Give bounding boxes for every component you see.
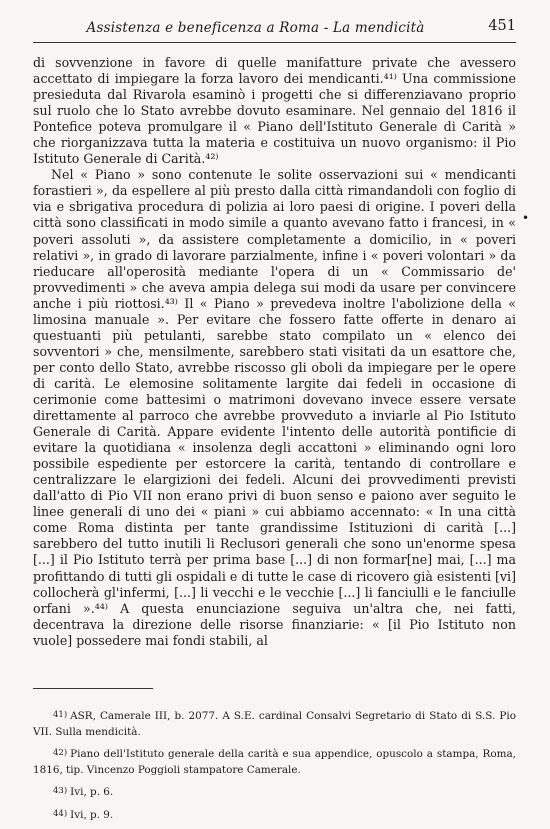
footnote-mark: 43) xyxy=(53,786,68,796)
running-head: Assistenza e beneficenza a Roma - La mendicità xyxy=(86,20,425,36)
footnote-text: Piano dell'Istituto generale della carità e sua appendice, opuscolo a stampa, Roma, 1816, tip. Vincenzo Poggioli stampatore Camerale. xyxy=(33,748,516,776)
paragraph: Nel « Piano » sono contenute le solite osservazioni sui « mendicanti forastieri », da espellere al più presto dalla città rimandandoli con foglio di via e sbrigativa procedura di polizia ai loro paesi di origine. I poveri della città sono classificati in modo simile a quanto avevano fatto i francesi, in « poveri assoluti », da assistere completamente a domicilio, in « poveri relativi », in grado di lavorare parzialmente, infine i « poveri volontari » da rieducare all'operosità mediante l'opera di un « Commissario de' provvedimenti » che aveva ampia delega sui modi da usare per convincere anche i più riottosi.⁴³⁾ Il « Piano » prevedeva inoltre l'abolizione della « limosina manuale ». Per evitare che fossero fatte offerte in denaro ai questuanti più petulanti, sarebbe stato compilato un « elenco dei sovventori » che, mensilmente, sarebbero stati visitati da un esattore che, per conto dello Stato, avrebbe riscosso gli oboli da impiegare per le opere di carità. Le elemosine solitamente largite dai fedeli in occasione di cerimonie come battesimi o matrimoni dovevano invece essere versate direttamente al parroco che avrebbe provveduto a inviarle al Pio Istituto Generale di Carità. Appare evidente l'intento delle autorità pontificie di evitare la quotidiana « insolenza degli accattoni » eliminando ogni loro possibile espediente per estorcere la carità, tentando di controllare e centralizzare le elargizioni dei fedeli. Alcuni dei provvedimenti previsti dall'atto di Pio VII non erano privi di buon senso e paiono aver seguito le linee generali di uno dei « piani » cui abbiamo accennato: « In una città come Roma distinta per tante grandissime Istituzioni di carità [...] sarebbero del tutto inutili li Reclusori generali che sono un'enorme spesa [...] il Pio Istituto terrà per prima base [...] di non formar[ne] mai, [...] ma profittando di tutti gli ospidali e di tutte le case di ricovero già esistenti [vi] collocherà gl'infermi, [...] li vecchi e le vecchie [...] li fanciulli e le fanciulle orfani ».⁴⁴⁾ A questa enunciazione seguiva un'altra che, nei fatti, decentrava la direzione delle risorse finanziarie: « [il Pio Istituto non vuole] possedere mai fondi stabili, al xyxy=(33,167,516,648)
page-number: 451 xyxy=(488,18,516,34)
paragraph: di sovvenzione in favore di quelle manifatture private che avessero accettato di impiegare la forza lavoro dei mendicanti.⁴¹⁾ Una commissione presieduta dal Rivarola esaminò i progetti che si differenziavano proprio sul ruolo che lo Stato avrebbe dovuto esaminare. Nel gennaio del 1816 il Pontefice poteva promulgare il « Piano dell'Istituto Generale di Carità » che riorganizzava tutta la materia e costituiva un nuovo organismo: il Pio Istituto Generale di Carità.⁴²⁾ xyxy=(33,55,516,167)
footnote-mark: 42) xyxy=(53,748,68,758)
footnote-text: Ivi, p. 6. xyxy=(70,786,114,798)
footnotes xyxy=(33,708,516,829)
footnote-text: Ivi, p. 9. xyxy=(70,808,114,821)
footnote-mark: 44) xyxy=(53,808,68,819)
footnote-text: ASR, Camerale III, b. 2077. A S.E. cardinal Consalvi Segretario di Stato di S.S. Pio VII. Sulla mendicità. xyxy=(33,710,516,738)
footnote-divider xyxy=(33,688,153,689)
footnote-mark: 41) xyxy=(53,710,68,720)
body-text xyxy=(33,55,516,649)
margin-mark: • xyxy=(522,211,530,225)
footnote xyxy=(33,746,516,778)
page-header xyxy=(33,18,516,43)
footnote xyxy=(33,807,516,824)
footnote xyxy=(33,708,516,740)
footnote xyxy=(33,784,516,801)
